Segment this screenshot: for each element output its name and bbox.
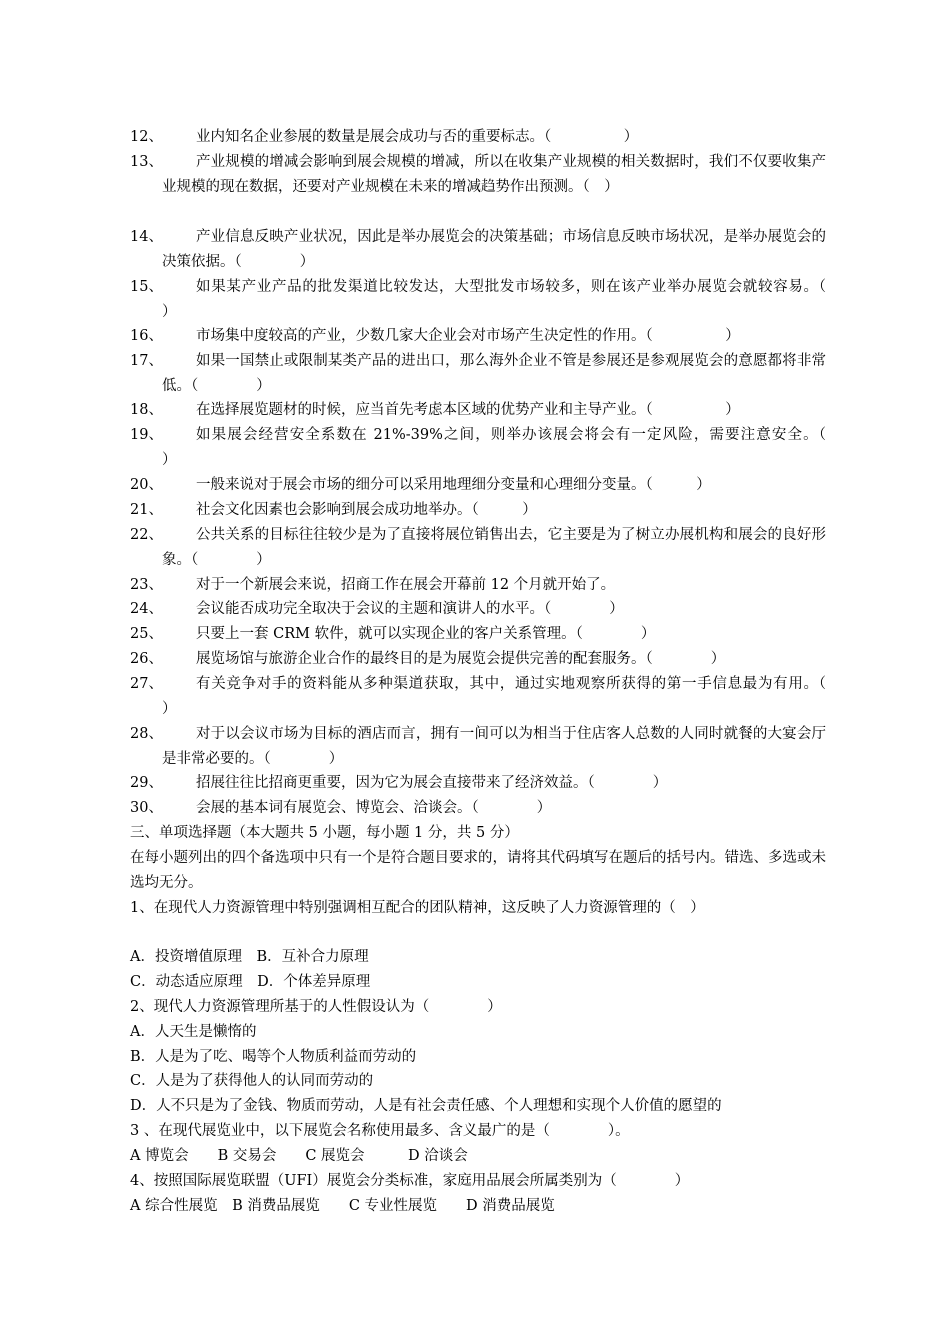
item-number: 21、: [130, 502, 163, 518]
item-text: 会展的基本词有展览会、博览会、洽谈会。（ ）: [196, 800, 552, 816]
tf-item-24: [130, 597, 826, 622]
item-text: 公共关系的目标往往较少是为了直接将展位销售出去，它主要是为了树立办展机构和展会的良好形象。（ ）: [162, 527, 826, 568]
item-number: 27、: [130, 676, 163, 692]
tf-item-29: [130, 771, 826, 796]
question-4-options-row: A 综合性展览 B 消费品展览 C 专业性展览 D 消费品展览: [130, 1198, 555, 1214]
question-1-options-row: C．动态适应原理 D．个体差异原理: [130, 974, 371, 990]
item-text: 有关竞争对手的资料能从多种渠道获取，其中，通过实地观察所获得的第一手信息最为有用。（ ）: [162, 676, 870, 717]
tf-item-28: [130, 722, 826, 772]
item-number: 18、: [130, 402, 163, 418]
tf-item-25: [130, 622, 826, 647]
question-2-option: D．人不只是为了金钱、物质而劳动，人是有社会责任感、个人理想和实现个人价值的愿望的: [130, 1098, 722, 1114]
item-number: 23、: [130, 577, 163, 593]
item-number: 24、: [130, 601, 163, 617]
item-number: 19、: [130, 427, 163, 443]
item-number: 12、: [130, 129, 163, 145]
tf-item-12: [130, 125, 826, 150]
item-text: 会议能否成功完全取决于会议的主题和演讲人的水平。（ ）: [196, 601, 624, 617]
item-number: 29、: [130, 775, 163, 791]
question-1-stem: 1、在现代人力资源管理中特别强调相互配合的团队精神，这反映了人力资源管理的（ ）: [130, 900, 705, 916]
item-text: 产业信息反映产业状况，因此是举办展览会的决策基础；市场信息反映市场状况，是举办展览会的决策依据。（ ）: [162, 229, 826, 270]
item-number: 17、: [130, 353, 163, 369]
tf-item-27: [130, 672, 870, 722]
item-text: 业内知名企业参展的数量是展会成功与否的重要标志。（ ）: [196, 129, 639, 145]
tf-item-30: [130, 796, 826, 821]
tf-item-18: [130, 398, 826, 423]
item-text: 对于以会议市场为目标的酒店而言，拥有一间可以为相当于住店客人总数的人同时就餐的大宴会厅是非常必要的。（ ）: [162, 726, 826, 767]
item-number: 16、: [130, 328, 163, 344]
question-1-options-row: A．投资增值原理 B．互补合力原理: [130, 949, 369, 965]
item-number: 30、: [130, 800, 163, 816]
tf-item-26: [130, 647, 826, 672]
item-number: 14、: [130, 229, 163, 245]
item-text: 社会文化因素也会影响到展会成功地举办。（ ）: [196, 502, 537, 518]
item-number: 26、: [130, 651, 163, 667]
item-text: 招展往往比招商更重要，因为它为展会直接带来了经济效益。（ ）: [196, 775, 668, 791]
item-number: 20、: [130, 477, 163, 493]
tf-item-22: [130, 523, 826, 573]
tf-item-23: [130, 573, 826, 598]
item-number: 13、: [130, 154, 163, 170]
tf-item-17: [130, 349, 826, 399]
tf-item-15: [130, 275, 870, 325]
item-number: 22、: [130, 527, 163, 543]
question-3-stem: 3 、在现代展览业中，以下展览会名称使用最多、含义最广的是（ ）。: [130, 1123, 630, 1139]
item-text: 产业规模的增减会影响到展会规模的增减，所以在收集产业规模的相关数据时，我们不仅要收集产业规模的现在数据，还要对产业规模在未来的增减趋势作出预测。（ ）: [162, 154, 826, 195]
tf-item-20: [130, 473, 826, 498]
item-number: 28、: [130, 726, 163, 742]
item-text: 在选择展览题材的时候，应当首先考虑本区域的优势产业和主导产业。（ ）: [196, 402, 740, 418]
question-2-option: C．人是为了获得他人的认同而劳动的: [130, 1073, 374, 1089]
section-heading: 三、单项选择题（本大题共 5 小题，每小题 1 分，共 5 分）: [130, 825, 519, 841]
question-4-stem: 4、按照国际展览联盟（UFI）展览会分类标准，家庭用品展会所属类别为（ ）: [130, 1173, 690, 1189]
section-instruction: 在每小题列出的四个备选项中只有一个是符合题目要求的，请将其代码填写在题后的括号内。错选、多选或未选均无分。: [130, 850, 826, 891]
item-text: 市场集中度较高的产业，少数几家大企业会对市场产生决定性的作用。（ ）: [196, 328, 740, 344]
item-number: 25、: [130, 626, 163, 642]
tf-item-16: [130, 324, 826, 349]
item-text: 展览场馆与旅游企业合作的最终目的是为展览会提供完善的配套服务。（ ）: [196, 651, 726, 667]
item-text: 对于一个新展会来说，招商工作在展会开幕前 12 个月就开始了。: [196, 577, 616, 593]
question-2-option: B．人是为了吃、喝等个人物质利益而劳动的: [130, 1049, 417, 1065]
tf-item-13: [130, 150, 826, 200]
item-text: 如果一国禁止或限制某类产品的进出口，那么海外企业不管是参展还是参观展览会的意愿都将非常低。（ ）: [162, 353, 826, 394]
question-2-option: A．人天生是懒惰的: [130, 1024, 257, 1040]
question-3-options-row: A 博览会 B 交易会 C 展览会 D 洽谈会: [130, 1148, 468, 1164]
item-number: 15、: [130, 279, 163, 295]
item-text: 如果展会经营安全系数在 21%-39%之间，则举办该展会将会有一定风险，需要注意安全。（ ）: [162, 427, 884, 468]
tf-item-19: [130, 423, 884, 473]
item-text: 只要上一套 CRM 软件，就可以实现企业的客户关系管理。（ ）: [196, 626, 656, 642]
tf-item-14: [130, 225, 826, 275]
question-2-stem: 2、现代人力资源管理所基于的人性假设认为（ ）: [130, 999, 502, 1015]
item-text: 一般来说对于展会市场的细分可以采用地理细分变量和心理细分变量。（ ）: [196, 477, 711, 493]
tf-item-21: [130, 498, 826, 523]
item-text: 如果某产业产品的批发渠道比较发达，大型批发市场较多，则在该产业举办展览会就较容易。（ ）: [162, 279, 870, 320]
